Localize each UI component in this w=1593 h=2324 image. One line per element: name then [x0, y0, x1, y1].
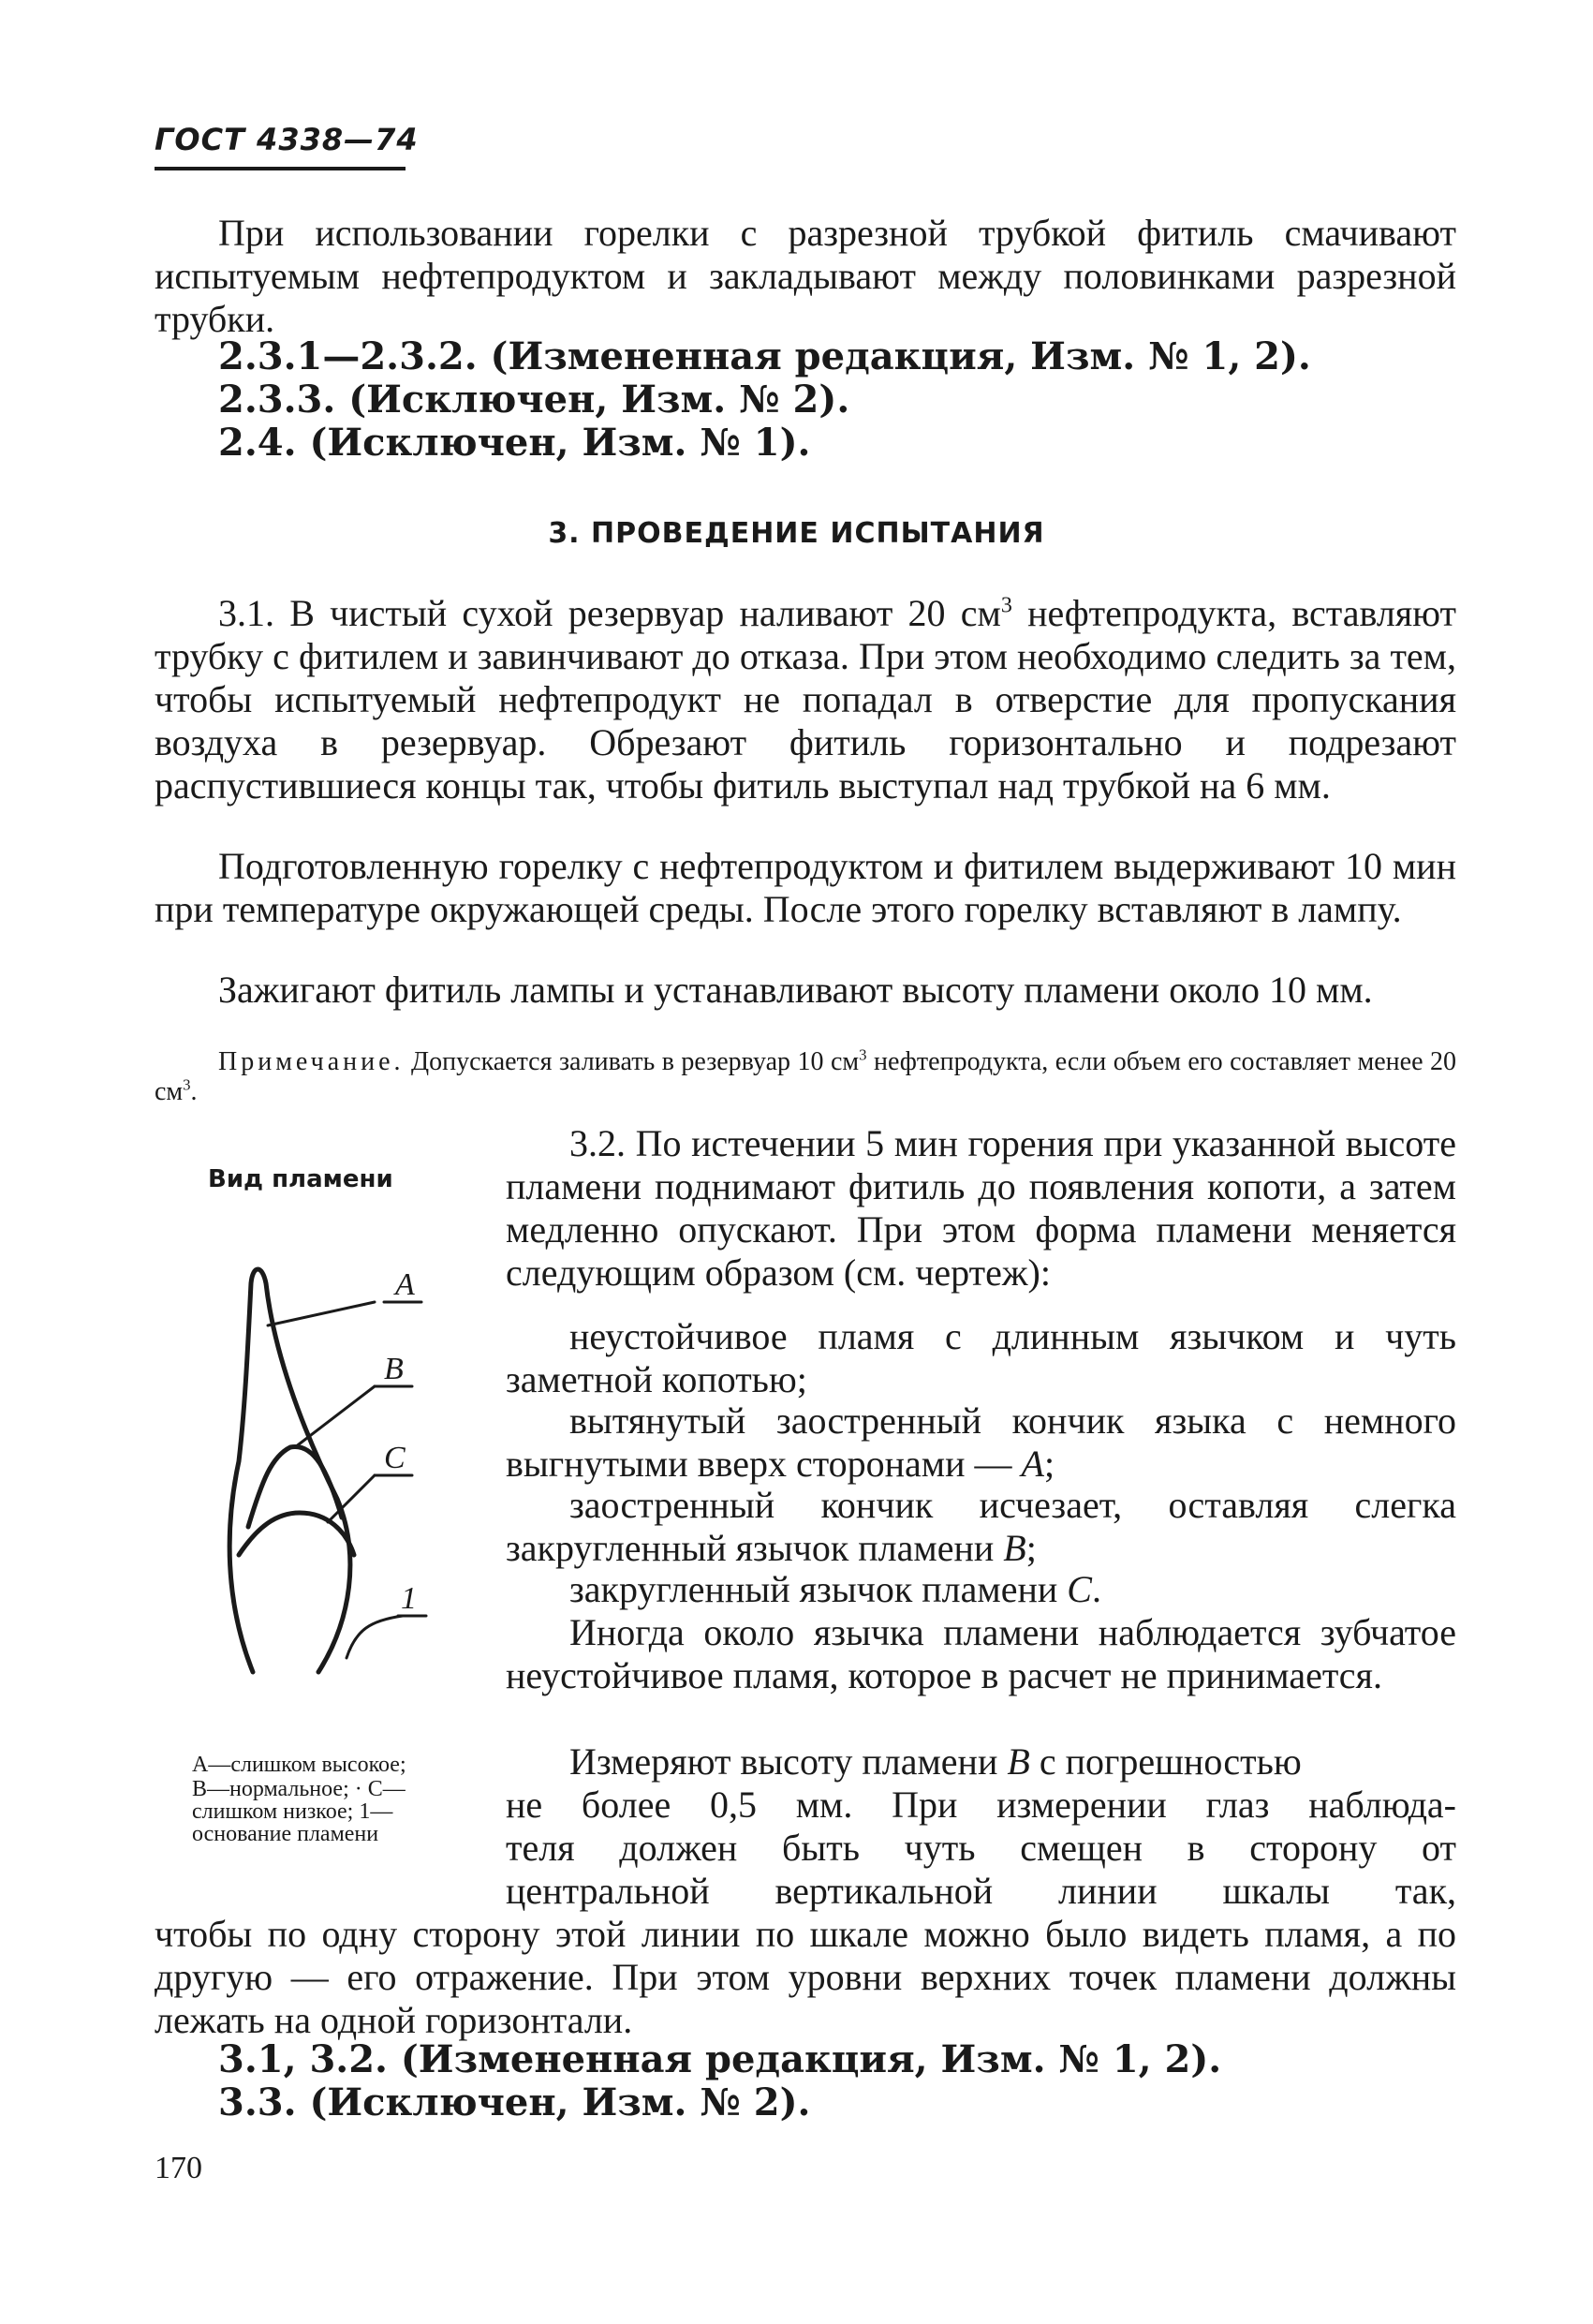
document-code: ГОСТ 4338—74: [155, 122, 419, 157]
section-title: 3. ПРОВЕДЕНИЕ ИСПЫТАНИЯ: [548, 517, 1045, 550]
flame-outline-a: [229, 1269, 350, 1672]
flame-outline-c: [239, 1513, 354, 1555]
superscript: 3: [183, 1075, 191, 1094]
list-item-4: [506, 1568, 1456, 1611]
list-item-1: неустойчивое пламя с длинным язычком и чуть заметной копотью;: [506, 1315, 1456, 1400]
list-item-3: [506, 1484, 1456, 1570]
change-note-3: 2.4. (Исключен, Изм. № 1).: [218, 421, 811, 465]
leader-b: [295, 1386, 375, 1447]
flame-diagram: [187, 1246, 431, 1733]
list-item-4-text: закругленный язычок пламени: [569, 1568, 1068, 1610]
figure-title: Вид пламени: [208, 1165, 393, 1193]
page-number: 170: [155, 2151, 202, 2185]
paragraph-3-1-rest: нефтепродукта, вставляют трубку с фитилем и завинчивают до отказа. При этом необходимо следить за тем, чтобы испытуемый нефтепродукт не попадал в отверстие для пропускания воздуха в резервуар. Обрезают фитиль горизонтально и подрезают распустившиеся концы так, чтобы фитиль выступал над трубкой на 6 мм.: [155, 592, 1457, 807]
change-note-4: 3.1, 3.2. (Измененная редакция, Изм. № 1, 2).: [218, 2037, 1222, 2081]
intro-paragraph: При использовании горелки с разрезной трубкой фитиль смачивают испытуемым нефтепродуктом и закладывают между половинками разрезной трубки.: [155, 212, 1456, 340]
list-item-5: Иногда около язычка пламени наблюдается зубчатое неустойчивое пламя, которое в расчет не принимается.: [506, 1611, 1456, 1696]
list-item-3-end: ;: [1025, 1527, 1037, 1569]
paragraph-ignition: Зажигают фитиль лампы и устанавливают высоту пламени около 10 мм.: [218, 969, 1373, 1011]
label-b: В: [384, 1352, 404, 1386]
measure-line-4: центральной вертикальной линии шкалы так,: [506, 1870, 1456, 1912]
figure-caption-3: слишком низкое; 1—: [192, 1799, 393, 1824]
note-text-2: нефтепродукта, если объем его составляет менее 20 см: [155, 1047, 1456, 1106]
note-text-1: Допускается заливать в резервуар 10 см: [404, 1047, 860, 1076]
superscript: 3: [859, 1045, 867, 1064]
measure-line-3: теля должен быть чуть смещен в сторону от: [506, 1827, 1456, 1869]
measure-line-1-letter: В: [1007, 1740, 1030, 1783]
label-1: 1: [401, 1581, 417, 1616]
superscript: 3: [1000, 593, 1012, 618]
note-text-3: .: [190, 1077, 198, 1106]
list-item-2: [506, 1399, 1456, 1486]
leader-a: [268, 1302, 375, 1325]
paragraph-3-1-start: 3.1. В чистый сухой резервуар наливают 20 см: [218, 592, 1001, 634]
change-note-5: 3.3. (Исключен, Изм. № 2).: [218, 2080, 811, 2124]
measure-line-1-b: с погрешностью: [1029, 1740, 1302, 1783]
label-a: А: [395, 1267, 415, 1302]
paragraph-preparation: Подготовленную горелку с нефтепродуктом и фитилем выдерживают 10 мин при температуре окружающей среды. После этого горелку вставляют в лампу.: [155, 845, 1456, 930]
paragraph-3-1: [155, 592, 1456, 807]
header-rule: [155, 167, 406, 170]
figure-caption-1: А—слишком высокое;: [192, 1753, 406, 1777]
paragraph-3-2: 3.2. По истечении 5 мин горения при указанной высоте пламени поднимают фитиль до появления копоти, а затем медленно опускают. При этом форма пламени меняется следующим образом (см. чертеж):: [506, 1122, 1456, 1294]
list-item-2-text: вытянутый заостренный кончик языка с немного выгнутыми вверх сторонами —: [506, 1399, 1456, 1485]
list-item-2-end: ;: [1043, 1443, 1055, 1485]
leader-1: [347, 1616, 403, 1658]
list-item-3-letter: В: [1003, 1527, 1026, 1569]
measure-line-1: [569, 1740, 1302, 1784]
change-note-1: 2.3.1—2.3.2. (Измененная редакция, Изм. № 1, 2).: [218, 334, 1311, 378]
note-label: Примечание.: [218, 1047, 405, 1076]
list-item-2-letter: А: [1021, 1443, 1044, 1485]
figure-caption-4: основание пламени: [192, 1822, 379, 1846]
note: [155, 1047, 1456, 1107]
measure-line-1-a: Измеряют высоту пламени: [569, 1740, 1008, 1783]
list-item-3-text: заостренный кончик исчезает, оставляя слегка закругленный язычок пламени: [506, 1484, 1456, 1569]
figure-caption-2: В—нормальное; · С—: [192, 1777, 406, 1801]
measure-tail: чтобы по одну сторону этой линии по шкале можно было видеть пламя, а по другую — его отражение. При этом уровни верхних точек пламени должны лежать на одной горизонтали.: [155, 1913, 1456, 2041]
label-c: С: [384, 1441, 406, 1475]
list-item-4-letter: С: [1067, 1568, 1092, 1610]
change-note-2: 2.3.3. (Исключен, Изм. № 2).: [218, 377, 850, 422]
list-item-4-end: .: [1091, 1568, 1101, 1610]
measure-line-2: не более 0,5 мм. При измерении глаз наблюда-: [506, 1784, 1456, 1826]
